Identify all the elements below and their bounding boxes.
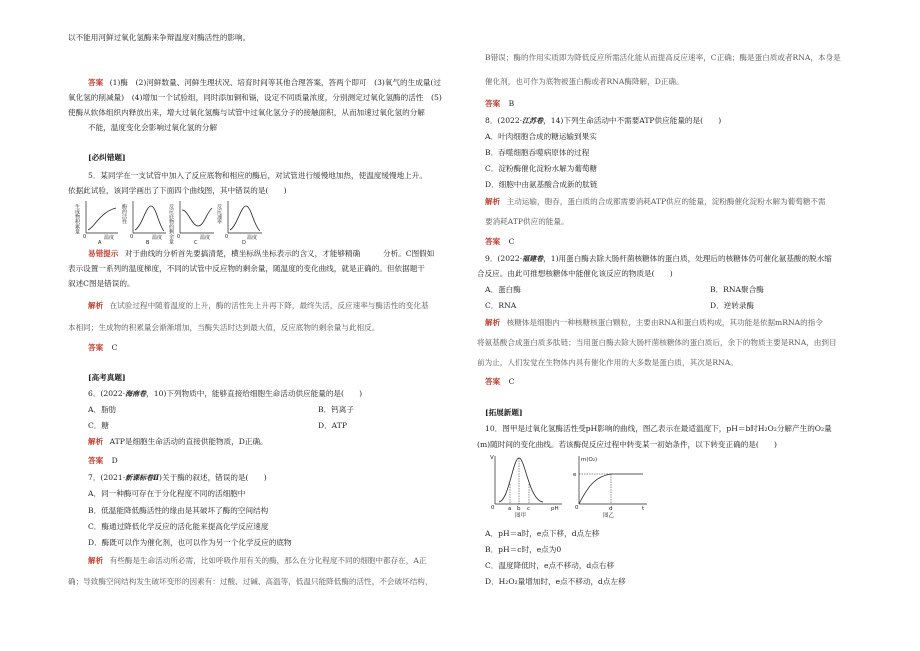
fig-jia-c: c — [527, 506, 531, 512]
question-5-cont: 依据此试验，该同学画出了下面四个曲线图，其中错误的是( ) — [68, 186, 287, 195]
q8-prefix: 8．(2022· — [485, 116, 523, 125]
explanation-text: 要消耗ATP供应的能量。 — [485, 217, 569, 226]
option: D．酶既可以作为催化剂，也可以作为另一个化学反应的底物 — [88, 538, 292, 547]
graph-d-label: D — [242, 240, 246, 246]
explanation-text: 前为止，人们发觉在生物体内具有催化作用的大多数是蛋白质，其次是RNA。 — [477, 358, 738, 367]
fig-jia-caption: 图甲 — [515, 513, 527, 519]
option: B．钙离子 — [318, 405, 354, 414]
graph-d-ylabel: 反应速率 — [216, 204, 222, 224]
option: D．细胞中由氨基酸合成新的肽链 — [485, 180, 598, 189]
explanation-text: B错误；酶的作用实质即为降低反应所需活化能从而提高反应速率，C正确；酶是蛋白质或者RNA，本身是 — [485, 53, 841, 62]
answer-value: C — [508, 377, 515, 386]
error-tip-text: 表示设置一系列的温度梯度，不同的试管中反应物的剩余量，随温度的变化曲线，就是正确的。但依据题干 — [68, 264, 425, 273]
option: C．温度降低时，e点不移动，d点右移 — [485, 561, 615, 570]
option: A．叶肉细胞合成的糖运输到果实 — [485, 132, 597, 141]
error-tip-text: 对于曲线的分析首先要搞清楚，横坐标纵坐标表示的含义，才能够精确 分析。C图假如 — [124, 249, 435, 258]
question-9 — [485, 253, 832, 265]
graph-c-x: 温度 — [200, 235, 211, 241]
q7-source: 新课标卷Ⅱ — [125, 473, 160, 482]
answer-label: 答案 — [88, 343, 104, 352]
question-9-cont: 合反应。由此可推想核糖体中能催化该反应的物质是( ) — [477, 269, 673, 278]
q9-source: 福建卷 — [522, 254, 544, 263]
answer-label: 答案 — [88, 456, 104, 465]
fig-yi-o: 0 — [575, 505, 579, 511]
section-title: [高考真题] — [88, 373, 126, 382]
graph-c-ylabel: 反应底物的剩余量 — [168, 204, 174, 244]
fig-jia-x: pH — [551, 506, 559, 512]
explanation-text: 核糖体是细胞内一种核糖核蛋白颗粒，主要由RNA和蛋白质构成，其功能是依据mRNA的指令 — [506, 318, 823, 327]
explanation-block — [68, 555, 426, 567]
answer-label: 答案 — [485, 237, 501, 246]
graph-d-x: 温度 — [247, 235, 258, 241]
question-5: 5．某同学在一支试管中加入了反应底物和相应的酶后，对试管进行缓慢地加热，使温度缓慢地上升。 — [88, 171, 427, 180]
answer-block — [485, 98, 514, 110]
answer-text: 氧化氢的削减量) (4)增加一个试验组，同时添加铜和镉，设定不同质量浓度，分别测定过氧化氢酶的活性 (5) — [68, 93, 442, 102]
option: B．吞噬细胞吞噬病原体的过程 — [485, 148, 590, 157]
explanation-block — [485, 317, 823, 329]
option: C．RNA — [485, 301, 517, 310]
answer-value: C — [508, 237, 515, 246]
option: D．ATP — [318, 421, 347, 430]
question-7 — [88, 472, 267, 484]
q6-text: ，10)下列物质中，能够直接给细胞生命活动供应能量的是( ) — [146, 389, 363, 398]
answer-block — [68, 342, 117, 354]
graph-c-o: 0 — [177, 234, 181, 240]
error-tip-text: 叙述C图是错误的。 — [68, 279, 135, 288]
fig-jia-o: 0 — [491, 505, 495, 511]
option: B．低温能降低酶活性的缘由是其破坏了酶的空间结构 — [88, 506, 269, 515]
graph-c-label: C — [194, 240, 198, 246]
fig-yi-d: d — [609, 506, 613, 512]
option: C．淀粉酶催化淀粉水解为葡萄糖 — [485, 164, 598, 173]
option: D．H₂O₂量增加时，e点不移动，d点左移 — [485, 577, 626, 586]
question-8 — [485, 115, 721, 127]
graph-b-o: 0 — [130, 234, 134, 240]
q9-text: ，1)用蛋白酶去除大肠杆菌核糖体的蛋白质，处理后的核糖体仍可催化氨基酸的脱水缩 — [543, 254, 832, 263]
explanation-text: 主动运输，胞吞，蛋白质的合成都需要消耗ATP供应的能量，淀粉酶催化淀粉水解为葡萄糖不需 — [506, 197, 826, 206]
answer-label: 答案 — [485, 377, 501, 386]
q7-prefix: 7．(2021· — [88, 473, 126, 482]
answer-label: 答案 — [88, 78, 104, 87]
graph-a-x: 温度 — [104, 235, 115, 241]
graph-a-o: 0 — [83, 234, 87, 240]
option: C．糖 — [88, 421, 109, 430]
answer-text: (1)酶 (2)河鲜数量、河鲜生理状况、培育时间等其他合理答案，答两个即可 (3)氧气的生成量(过 — [109, 78, 441, 87]
explanation-label: 解析 — [88, 301, 104, 310]
explanation-text: 催化剂，也可作为底物被蛋白酶或者RNA酶降解，D正确。 — [485, 77, 684, 86]
explanation-block — [68, 436, 268, 448]
question-6 — [88, 388, 362, 400]
explanation-label: 解析 — [88, 556, 104, 565]
fig-jia-b: b — [517, 506, 521, 512]
answer-block — [68, 455, 118, 467]
answer-block — [485, 376, 514, 388]
explanation-label: 解析 — [485, 197, 501, 206]
explanation-block — [485, 196, 826, 208]
q9-prefix: 9．(2022· — [485, 254, 523, 263]
question-10: 10．图甲是过氧化氢酶活性受pH影响的曲线，图乙表示在最适温度下，pH＝b时H₂O₂分解产生的O₂量 — [485, 424, 832, 433]
q10-figures — [487, 452, 657, 518]
q7-text: )关于酶的叙述，错误的是( ) — [159, 473, 267, 482]
fig-jia-a: a — [508, 506, 512, 512]
section-title: [必纠错题] — [88, 153, 126, 162]
answer-value: C — [111, 343, 118, 352]
option: A．脂肪 — [88, 405, 117, 414]
error-tip-block — [68, 248, 434, 260]
option: A．蛋白酶 — [485, 285, 521, 294]
option: A．pH＝a时，e点下移，d点左移 — [485, 529, 600, 538]
fig-yi-caption: 图乙 — [603, 513, 615, 519]
option: C．酶通过降低化学反应的活化能来提高化学反应速度 — [88, 522, 269, 531]
text-line: 以不能用河鲜过氧化氢酶来争辩温度对酶活性的影响。 — [68, 33, 251, 42]
graph-b-x: 温度 — [152, 235, 163, 241]
option: B．pH＝c时，e点为0 — [485, 545, 562, 554]
explanation-text: 在试验过程中随着温度的上升，酶的活性先上升再下降，最终失活，反应速率与酶活性的变化基 — [109, 301, 429, 310]
question-10-cont: (m)随时间的变化曲线。若该酶促反应过程中转变某一初始条件，以下转变正确的是( ) — [477, 440, 778, 449]
fig-yi-x: t — [642, 506, 645, 512]
section-title: [拓展新题] — [485, 408, 523, 417]
answer-block — [485, 236, 514, 248]
explanation-text: 确；导致酶空间结构发生破坏变形的因素有：过酸、过碱、高温等，低温只能降低酶的活性，不会破坏结构， — [68, 577, 433, 586]
answer-label: 答案 — [485, 99, 501, 108]
q8-source: 江苏卷 — [522, 116, 544, 125]
explanation-text: ATP是细胞生命活动的直接供能物质，D正确。 — [109, 437, 268, 446]
graph-a-label: A — [98, 240, 102, 246]
explanation-label: 解析 — [88, 437, 104, 446]
answer-block — [68, 77, 441, 89]
answer-text: 使酶从软体组织内释放出来，增大过氧化氢酶与试管中过氧化氢分子的接触面积，从而加速过氧化氢的分解 — [68, 108, 425, 117]
explanation-text: 将氨基酸合成蛋白质多肽链；当用蛋白酶去除大肠杆菌核糖体的蛋白质后，余下的物质主要是RNA，由到目 — [477, 338, 837, 347]
answer-text: 不能，温度变化会影响过氧化氢的分解 — [88, 123, 218, 132]
explanation-label: 解析 — [485, 318, 501, 327]
graph-b-ylabel: 酶的活性 — [121, 204, 127, 224]
answer-value: D — [111, 456, 118, 465]
fig-yi-e: e — [573, 472, 577, 478]
fig-yi-y: m(O₂) — [581, 457, 598, 463]
option: A．同一种酶可存在于分化程度不同的活细胞中 — [88, 489, 246, 498]
q6-prefix: 6．(2022· — [88, 389, 126, 398]
fig-jia-y: V — [490, 455, 494, 461]
q6-source: 海南卷 — [125, 389, 147, 398]
answer-value: B — [508, 99, 515, 108]
explanation-text: 本相同；生成物的积累量会渐渐增加，当酶失活时达到最大值，反应底物的剩余量与此相反。 — [68, 323, 380, 332]
explanation-text: 有些酶是生命活动所必需，比如呼吸作用有关的酶，那么在分化程度不同的细胞中都存在，A正 — [109, 556, 427, 565]
q8-text: ，14)下列生命活动中不需要ATP供应能量的是( ) — [543, 116, 722, 125]
option: D．逆转录酶 — [710, 301, 755, 310]
graph-d-o: 0 — [225, 234, 229, 240]
q5-graphs — [76, 198, 266, 244]
option: B．RNA聚合酶 — [710, 285, 764, 294]
error-tip-label: 易错提示 — [88, 249, 119, 258]
graph-a-ylabel: 生成物积累量 — [74, 204, 80, 234]
graph-b-label: B — [146, 240, 150, 246]
explanation-block — [68, 300, 429, 312]
